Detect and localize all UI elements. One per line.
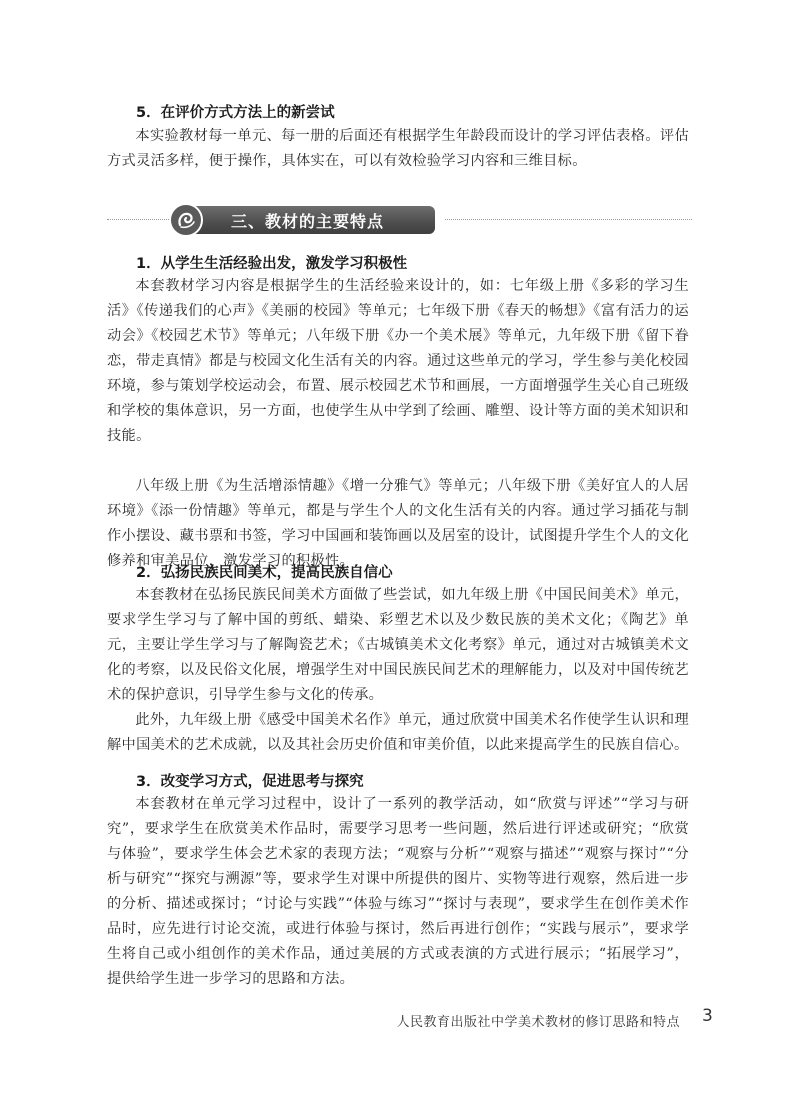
point-1-paragraph-2: 八年级上册《为生活增添情趣》《增一分雅气》等单元；八年级下册《美好宜人的人居环境》《添一份情趣》等单元，都是与学生个人的文化生活有关的内容。通过学习插花与制作小摆设、藏书票和书签，学习中国画和装饰画以及居室的设计，试图提升学生个人的文化修养和审美品位，激发学习的积极性。 (107, 478, 689, 569)
running-footer-title: 人民教育出版社中学美术教材的修订思路和特点 (396, 1015, 680, 1030)
dotted-rule-right (445, 219, 692, 220)
dotted-rule-left (107, 219, 173, 220)
swirl-emblem-icon (169, 203, 203, 237)
section-banner (173, 206, 435, 234)
point-2-paragraph-1: 本套教材在弘扬民族民间美术方面做了些尝试，如九年级上册《中国民间美术》单元，要求学生学习与了解中国的剪纸、蜡染、彩塑艺术以及少数民族的美术文化；《陶艺》单元，主要让学生学习与了解陶瓷艺术；《古城镇美术文化考察》单元，通过对古城镇美术文化的考察，以及民俗文化展，增强学生对中国民族民间艺术的理解能力，以及对中国传统艺术的保护意识，引导学生参与文化的传承。 (107, 587, 689, 703)
point-2-paragraph-2: 此外，九年级上册《感受中国美术名作》单元，通过欣赏中国美术名作使学生认识和理解中国美术的艺术成就，以及其社会历史价值和审美价值，以此来提高学生的民族自信心。 (107, 712, 689, 753)
section-5-heading: 5．在评价方式方法上的新尝试 (136, 105, 335, 121)
point-1-heading: 1．从学生生活经验出发，激发学习积极性 (136, 256, 408, 272)
page-number: 3 (702, 1006, 713, 1026)
section-title: 三、教材的主要特点 (231, 212, 385, 231)
section-5-paragraph: 本实验教材每一单元、每一册的后面还有根据学生年龄段而设计的学习评估表格。评估方式灵活多样，便于操作，具体实在，可以有效检验学习内容和三维目标。 (107, 128, 689, 169)
point-3-paragraph: 本套教材在单元学习过程中，设计了一系列的教学活动，如“欣赏与评述”“学习与研究”，要求学生在欣赏美术作品时，需要学习思考一些问题，然后进行评述或研究；“欣赏与体验”，要求学生体会艺术家的表现方法；“观察与分析”“观察与描述”“观察与探讨”“分析与研究”“探究与溯源”等，要求学生对课中所提供的图片、实物等进行观察，然后进一步的分析、描述或探讨；“讨论与实践”“体验与练习”“探讨与表现”，要求学生在创作美术作品时，应先进行讨论交流，或进行体验与探讨，然后再进行创作；“实践与展示”，要求学生将自己或小组创作的美术作品，通过美展的方式或表演的方式进行展示；“拓展学习”，提供给学生进一步学习的思路和方法。 (107, 796, 689, 987)
point-3-heading: 3．改变学习方式，促进思考与探究 (136, 774, 364, 790)
section-title-bar (107, 204, 692, 236)
point-1-paragraph-1: 本套教材学习内容是根据学生的生活经验来设计的，如：七年级上册《多彩的学习生活》《传递我们的心声》《美丽的校园》等单元；七年级下册《春天的畅想》《富有活力的运动会》《校园艺术节》等单元；八年级下册《办一个美术展》等单元，九年级下册《留下眷恋，带走真情》都是与校园文化生活有关的内容。通过这些单元的学习，学生参与美化校园环境，参与策划学校运动会，布置、展示校园艺术节和画展，一方面增强学生关心自己班级和学校的集体意识，另一方面，也使学生从中学到了绘画、雕塑、设计等方面的美术知识和技能。 (107, 278, 689, 444)
point-2-heading: 2．弘扬民族民间美术，提高民族自信心 (136, 565, 393, 581)
